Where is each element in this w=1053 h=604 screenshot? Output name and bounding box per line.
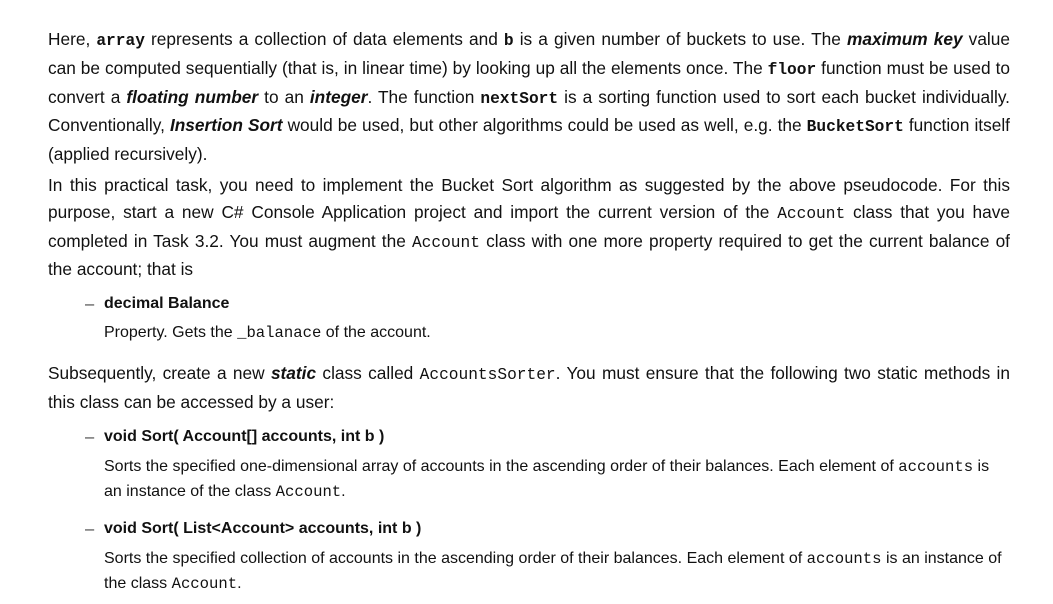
paragraph-accounts-sorter xyxy=(48,360,1010,416)
text: class called xyxy=(316,363,420,383)
code-accounts: accounts xyxy=(806,550,882,568)
code-floor: floor xyxy=(767,60,817,79)
text: would be used, but other algorithms could be used as well, e.g. the xyxy=(282,115,807,136)
text: is an instance of the class xyxy=(104,550,1002,592)
text: class with one more property required to get the current balance of the account; that is xyxy=(48,230,1010,280)
text: Subsequently, create a new xyxy=(48,363,271,383)
text: function itself (applied recursively). xyxy=(48,115,1010,165)
emphasis-integer: integer xyxy=(309,86,368,107)
text: Property. Gets the xyxy=(104,324,238,341)
method-signature: void Sort( List<Account> accounts, int b ) xyxy=(104,520,422,537)
paragraph-bucket-sort-explanation xyxy=(48,26,1010,168)
paragraph-practical-task xyxy=(48,172,1010,283)
text: In this practical task, you need to implement the Bucket Sort algorithm as suggested by the above pseudocode. For this purpose, start a new C# Console Application project and import the current version of the xyxy=(48,175,1010,222)
text: is a given number of buckets to use. The xyxy=(513,29,847,49)
code-bucketsort: BucketSort xyxy=(806,118,904,137)
text: class that you have completed in Task 3.2. You must augment the xyxy=(48,201,1010,251)
text: of the account. xyxy=(321,324,431,341)
text: . The function xyxy=(367,86,481,107)
text: . xyxy=(341,482,346,500)
text: Here, xyxy=(48,29,97,49)
code-accounts: accounts xyxy=(898,458,974,476)
text: is a sorting function used to sort each bucket individually. Conventionally, xyxy=(48,86,1010,136)
text: to an xyxy=(258,86,310,107)
emphasis-static: static xyxy=(270,363,317,383)
property-description xyxy=(104,321,1010,346)
text: function must be used to convert a xyxy=(48,57,1010,107)
emphasis-insertion-sort: Insertion Sort xyxy=(169,115,283,136)
text: . xyxy=(237,574,242,592)
text: value can be computed sequentially (that is, in linear time) by looking up all the elements once. The xyxy=(48,29,1010,78)
method-description xyxy=(104,547,1010,596)
text: is an instance of the class xyxy=(104,458,990,500)
code-nextsort: nextSort xyxy=(480,89,559,108)
property-signature: decimal Balance xyxy=(104,295,230,312)
method-description xyxy=(104,455,1010,504)
code-account: Account xyxy=(411,233,480,252)
code-account: Account xyxy=(275,482,342,501)
code-balance-field: _balanace xyxy=(237,324,322,342)
code-account: Account xyxy=(777,204,846,223)
text: . You must ensure that the following two static methods in this class can be accessed by a user: xyxy=(48,363,1010,412)
code-accountssorter: AccountsSorter xyxy=(419,366,556,384)
text: Sorts the specified collection of accounts in the ascending order of their balances. Each element of xyxy=(104,550,807,567)
dash-bullet: – xyxy=(85,295,95,313)
code-b: b xyxy=(503,32,514,50)
dash-bullet: – xyxy=(85,428,95,446)
dash-bullet: – xyxy=(85,520,95,538)
text: Sorts the specified one-dimensional array of accounts in the ascending order of their balances. Each element of xyxy=(104,458,899,475)
code-array: array xyxy=(96,32,145,50)
method-signature: void Sort( Account[] accounts, int b ) xyxy=(104,428,385,445)
code-account: Account xyxy=(171,574,238,593)
emphasis-maximum-key: maximum key xyxy=(846,29,963,49)
emphasis-floating-number: floating number xyxy=(126,86,259,107)
text: represents a collection of data elements and xyxy=(144,29,504,49)
